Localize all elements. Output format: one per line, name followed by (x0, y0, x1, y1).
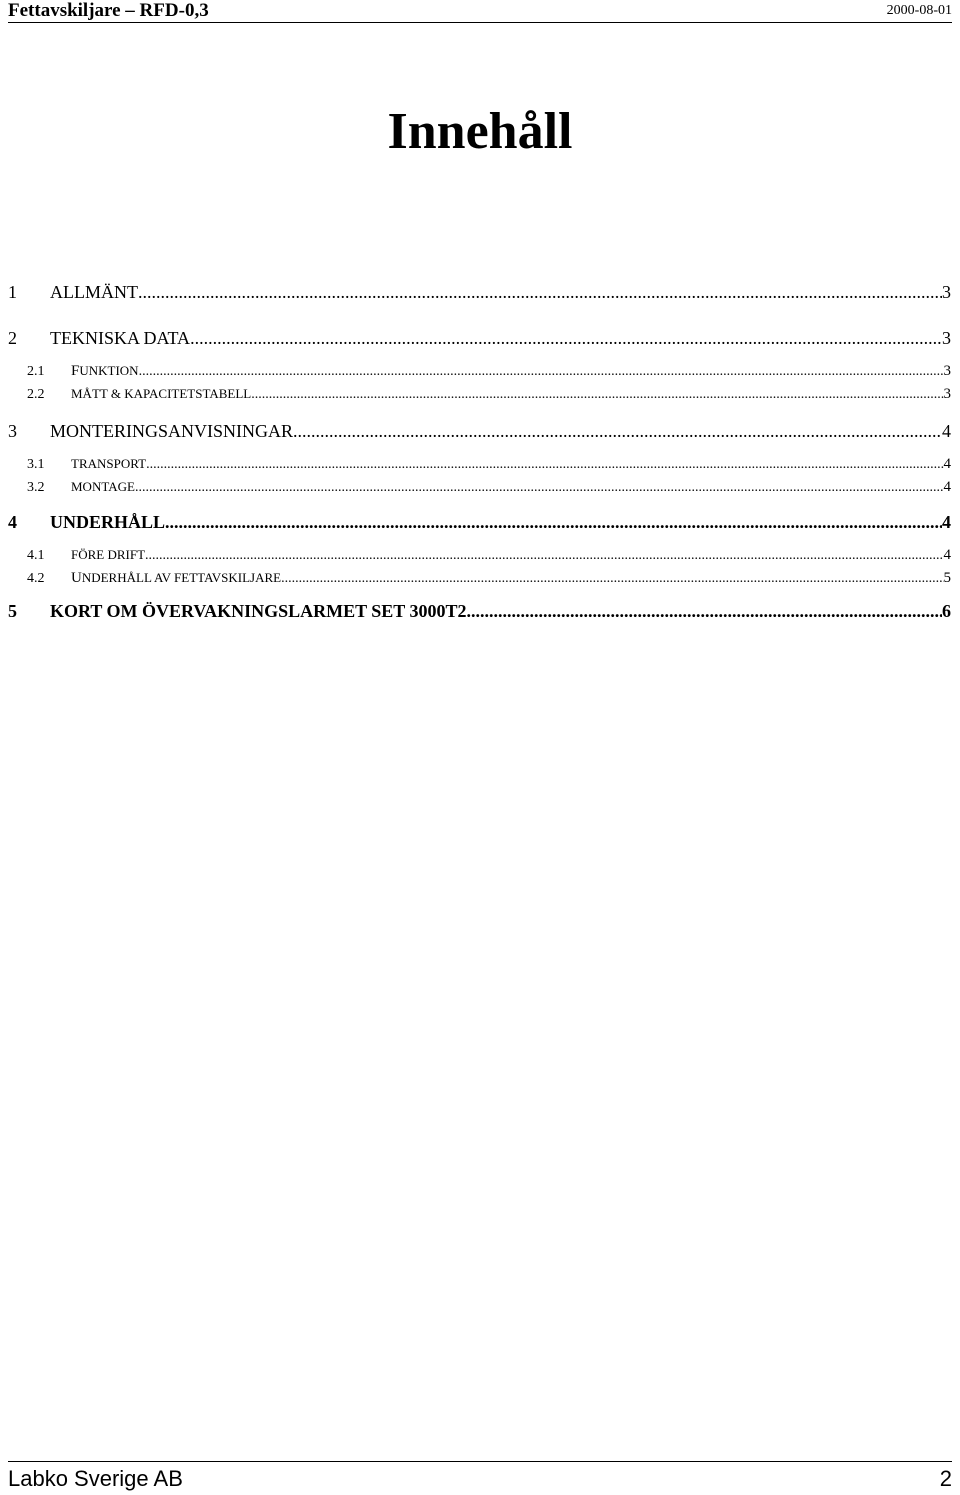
toc-leader (293, 421, 942, 442)
toc-page: 4 (943, 547, 951, 563)
toc-leader (135, 480, 944, 496)
toc-page: 3 (943, 363, 951, 379)
toc-page: 3 (942, 328, 951, 348)
toc-number: 4.1 (27, 548, 45, 563)
toc-entry-1[interactable] (8, 282, 951, 303)
toc-page: 4 (943, 456, 951, 472)
toc-leader (145, 548, 943, 564)
toc-entry-3-1[interactable] (8, 456, 951, 473)
toc-page: 6 (942, 601, 951, 621)
toc-entry-4-2[interactable] (8, 570, 951, 587)
toc-title: UNDERHÅLL AV FETTAVSKILJARE (71, 570, 282, 586)
page-footer (8, 1461, 952, 1494)
toc-leader (138, 282, 942, 303)
page-number: 2 (939, 1466, 952, 1491)
toc-number: 2.1 (27, 364, 45, 379)
toc-page: 5 (943, 570, 951, 586)
company-name: Labko Sverige AB (8, 1466, 183, 1491)
toc-entry-5[interactable] (8, 601, 951, 622)
toc-number: 3 (8, 421, 17, 441)
toc-title: MONTAGE (71, 479, 135, 494)
toc-title: FÖRE DRIFT (71, 547, 146, 562)
toc-page: 4 (942, 512, 951, 532)
toc-number: 2 (8, 328, 17, 348)
toc-number: 3.1 (27, 457, 45, 472)
toc-number: 4.2 (27, 571, 45, 586)
toc-page: 3 (942, 282, 951, 302)
document-title: Fettavskiljare – RFD-0,3 (8, 0, 209, 21)
toc-page: 3 (943, 386, 951, 402)
page-header (8, 0, 952, 23)
toc-entry-2-2[interactable] (8, 386, 951, 403)
toc-number: 1 (8, 282, 17, 302)
toc-title: TRANSPORT (71, 456, 147, 471)
toc-entry-4[interactable] (8, 512, 951, 533)
toc-title: FUNKTION (71, 363, 139, 379)
page-title: Innehåll (387, 103, 573, 160)
toc-leader (165, 512, 942, 533)
toc-entry-2[interactable] (8, 328, 951, 349)
toc-leader (190, 328, 942, 349)
document-date: 2000-08-01 (886, 3, 952, 18)
toc-title: MÅTT & KAPACITETSTABELL (71, 386, 252, 401)
toc-leader (146, 457, 943, 473)
toc-entry-3[interactable] (8, 421, 951, 442)
toc-page: 4 (942, 421, 951, 441)
toc-entry-2-1[interactable] (8, 363, 951, 380)
toc-number: 2.2 (27, 387, 45, 402)
toc-number: 3.2 (27, 480, 45, 495)
toc-leader (251, 387, 943, 403)
toc-number: 5 (8, 601, 17, 621)
toc-entry-3-2[interactable] (8, 479, 951, 496)
toc-page: 4 (943, 479, 951, 495)
toc-title: ALLMÄNT (50, 282, 138, 302)
toc-number: 4 (8, 512, 17, 532)
toc-entry-4-1[interactable] (8, 547, 951, 564)
toc-title: KORT OM ÖVERVAKNINGSLARMET SET 3000T2 (50, 601, 467, 621)
toc-leader (139, 364, 944, 380)
toc-title: MONTERINGSANVISNINGAR (50, 421, 293, 441)
toc-title: TEKNISKA DATA (50, 328, 191, 348)
toc-leader (467, 601, 943, 622)
toc-leader (281, 571, 943, 587)
toc-title: UNDERHÅLL (50, 512, 166, 532)
